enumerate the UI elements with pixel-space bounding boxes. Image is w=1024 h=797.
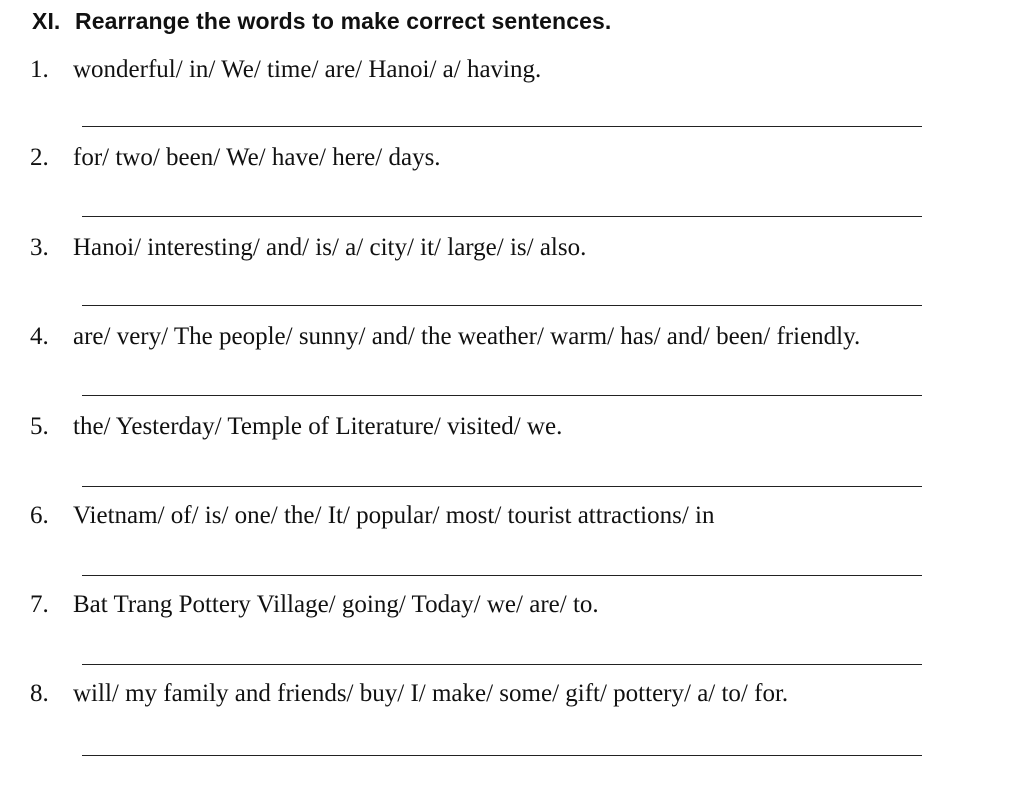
exercise-item-2 bbox=[30, 143, 1020, 173]
answer-line-4[interactable] bbox=[82, 395, 922, 396]
answer-line-6[interactable] bbox=[82, 575, 922, 576]
item-words: for/ two/ been/ We/ have/ here/ days. bbox=[73, 144, 441, 171]
exercise-item-1 bbox=[30, 55, 1020, 85]
exercise-instruction: Rearrange the words to make correct sentences. bbox=[75, 8, 612, 34]
item-words: Bat Trang Pottery Village/ going/ Today/ we/ are/ to. bbox=[73, 591, 599, 618]
exercise-item-5 bbox=[30, 412, 1020, 442]
exercise-item-6 bbox=[30, 501, 1020, 531]
item-words: are/ very/ The people/ sunny/ and/ the weather/ warm/ has/ and/ been/ friendly. bbox=[73, 323, 861, 350]
item-words: will/ my family and friends/ buy/ I/ make/ some/ gift/ pottery/ a/ to/ for. bbox=[73, 680, 789, 707]
exercise-item-4 bbox=[30, 322, 1020, 352]
exercise-heading bbox=[32, 8, 611, 35]
item-number: 8. bbox=[30, 680, 49, 707]
answer-line-7[interactable] bbox=[82, 664, 922, 665]
item-number: 1. bbox=[30, 56, 49, 83]
item-words: the/ Yesterday/ Temple of Literature/ visited/ we. bbox=[73, 413, 563, 440]
exercise-item-8 bbox=[30, 679, 1020, 709]
answer-line-2[interactable] bbox=[82, 216, 922, 217]
item-words: Hanoi/ interesting/ and/ is/ a/ city/ it/ large/ is/ also. bbox=[73, 234, 587, 261]
answer-line-8[interactable] bbox=[82, 755, 922, 756]
item-words: wonderful/ in/ We/ time/ are/ Hanoi/ a/ having. bbox=[73, 56, 542, 83]
item-number: 2. bbox=[30, 144, 49, 171]
item-number: 6. bbox=[30, 502, 49, 529]
item-number: 7. bbox=[30, 591, 49, 618]
answer-line-3[interactable] bbox=[82, 305, 922, 306]
exercise-numeral: XI. bbox=[32, 8, 61, 34]
answer-line-1[interactable] bbox=[82, 126, 922, 127]
exercise-item-3 bbox=[30, 233, 1020, 263]
item-words: Vietnam/ of/ is/ one/ the/ It/ popular/ most/ tourist attractions/ in bbox=[73, 502, 715, 529]
item-number: 4. bbox=[30, 323, 49, 350]
item-number: 3. bbox=[30, 234, 49, 261]
exercise-item-7 bbox=[30, 590, 1020, 620]
item-number: 5. bbox=[30, 413, 49, 440]
answer-line-5[interactable] bbox=[82, 486, 922, 487]
